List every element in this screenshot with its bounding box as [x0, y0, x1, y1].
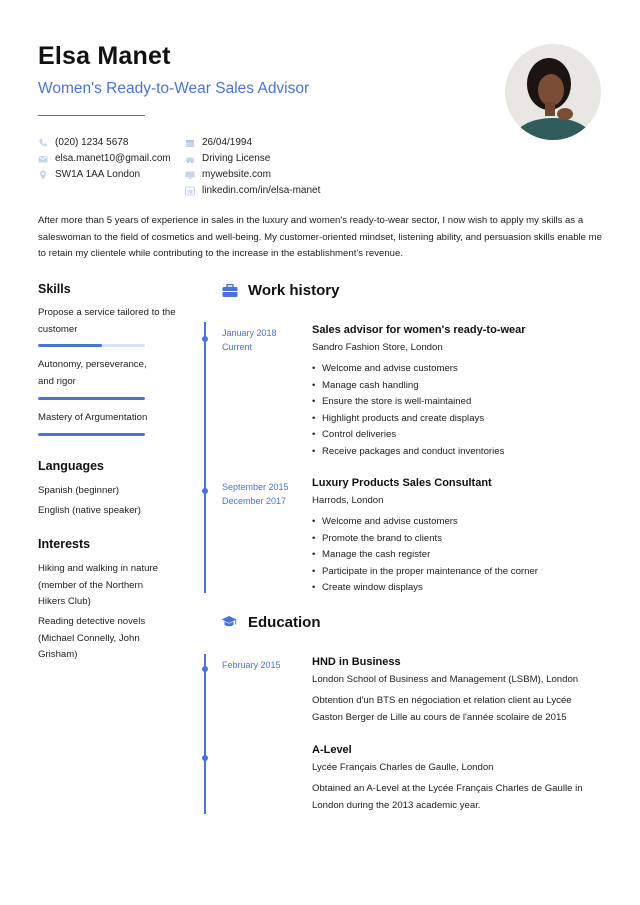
skill-bar-2	[38, 397, 145, 400]
monitor-icon	[185, 170, 195, 180]
skill-item-2: Autonomy, perseverance, and rigor	[38, 359, 147, 387]
skill-item-3: Mastery of Argumentation	[38, 412, 148, 423]
briefcase-icon	[222, 284, 238, 298]
list-item: • Participate in the proper maintenance of the corner	[312, 564, 602, 581]
language-item-1: Spanish (beginner)	[38, 485, 120, 496]
education-heading: Education	[248, 614, 321, 631]
interest-item-1: Hiking and walking in nature (member of the Northern Hikers Club)	[38, 563, 158, 607]
list-item: • Manage cash handling	[312, 378, 602, 395]
phone-icon	[38, 138, 48, 148]
job-2-duties	[312, 514, 602, 597]
list-item: • Ensure the store is well-maintained	[312, 394, 602, 411]
work-timeline-dot-2	[202, 488, 208, 494]
skills-heading: Skills	[38, 282, 71, 296]
list-item: • Highlight products and create displays	[312, 411, 602, 428]
list-item: • Welcome and advise customers	[312, 514, 602, 531]
skill-item-1: Propose a service tailored to the customer	[38, 307, 176, 335]
list-item: • Receive packages and conduct inventories	[312, 444, 602, 461]
candidate-name: Elsa Manet	[38, 42, 171, 70]
profile-summary: After more than 5 years of experience in sales in the luxury and women's ready-to-wear sector, I now wish to apply my skills as a saleswoman to the field of cosmetics and well-being. My customer-oriented mindset, listening ability, and persuasion skills enable me to retain my clientele while contributing to the increase in the establishment's revenue.	[38, 215, 602, 259]
job-1-company: Sandro Fashion Store, London	[312, 342, 443, 353]
calendar-icon	[185, 138, 195, 148]
title-divider	[38, 115, 145, 116]
job-1-date	[222, 326, 277, 354]
list-item: • Promote the brand to clients	[312, 531, 602, 548]
job-2-date-end: December 2017	[222, 496, 287, 506]
education-1-description: Obtention d'un BTS en négociation et relation client au Lycée Gaston Berger de Lille au cours de l'année scolaire de 2015	[312, 695, 572, 723]
job-1-duties	[312, 361, 602, 460]
job-1-title: Sales advisor for women's ready-to-wear	[312, 324, 526, 336]
education-1-school: London School of Business and Management (LSBM), London	[312, 674, 579, 685]
profile-photo	[505, 44, 601, 140]
list-item: • Create window displays	[312, 580, 602, 597]
job-2-title: Luxury Products Sales Consultant	[312, 477, 492, 489]
skill-bar-fill-3	[38, 433, 145, 436]
list-item: • Manage the cash register	[312, 547, 602, 564]
education-2-description: Obtained an A-Level at the Lycée Français Charles de Gaulle in London during the 2013 academic year.	[312, 783, 583, 811]
languages-heading: Languages	[38, 459, 104, 473]
education-timeline-dot-1	[202, 666, 208, 672]
skill-bar-fill-1	[38, 344, 102, 347]
education-1-date: February 2015	[222, 660, 281, 670]
interests-heading: Interests	[38, 537, 91, 551]
work-history-heading: Work history	[248, 282, 340, 299]
interest-item-2: Reading detective novels (Michael Connelly, John Grisham)	[38, 616, 146, 660]
education-timeline-dot-2	[202, 755, 208, 761]
job-2-date	[222, 480, 289, 508]
job-2-date-start: September 2015	[222, 482, 289, 492]
language-item-2: English (native speaker)	[38, 505, 141, 516]
job-1-date-end: Current	[222, 342, 253, 352]
skill-bar-3	[38, 433, 145, 436]
linkedin-icon	[185, 186, 195, 196]
education-1-title: HND in Business	[312, 656, 401, 668]
map-pin-icon	[38, 170, 48, 180]
graduation-cap-icon	[221, 615, 237, 629]
envelope-icon	[38, 154, 48, 164]
list-item: • Control deliveries	[312, 427, 602, 444]
education-timeline-line	[204, 654, 206, 814]
education-2-school: Lycée Français Charles de Gaulle, London	[312, 762, 494, 773]
job-1-date-start: January 2018	[222, 328, 277, 338]
education-2-title: A-Level	[312, 744, 352, 756]
skill-bar-1	[38, 344, 145, 347]
job-2-company: Harrods, London	[312, 495, 384, 506]
skill-bar-fill-2	[38, 397, 145, 400]
work-timeline-dot-1	[202, 336, 208, 342]
list-item: • Welcome and advise customers	[312, 361, 602, 378]
work-timeline-line	[204, 322, 206, 593]
job-title: Women's Ready-to-Wear Sales Advisor	[38, 80, 310, 97]
car-icon	[185, 154, 195, 164]
